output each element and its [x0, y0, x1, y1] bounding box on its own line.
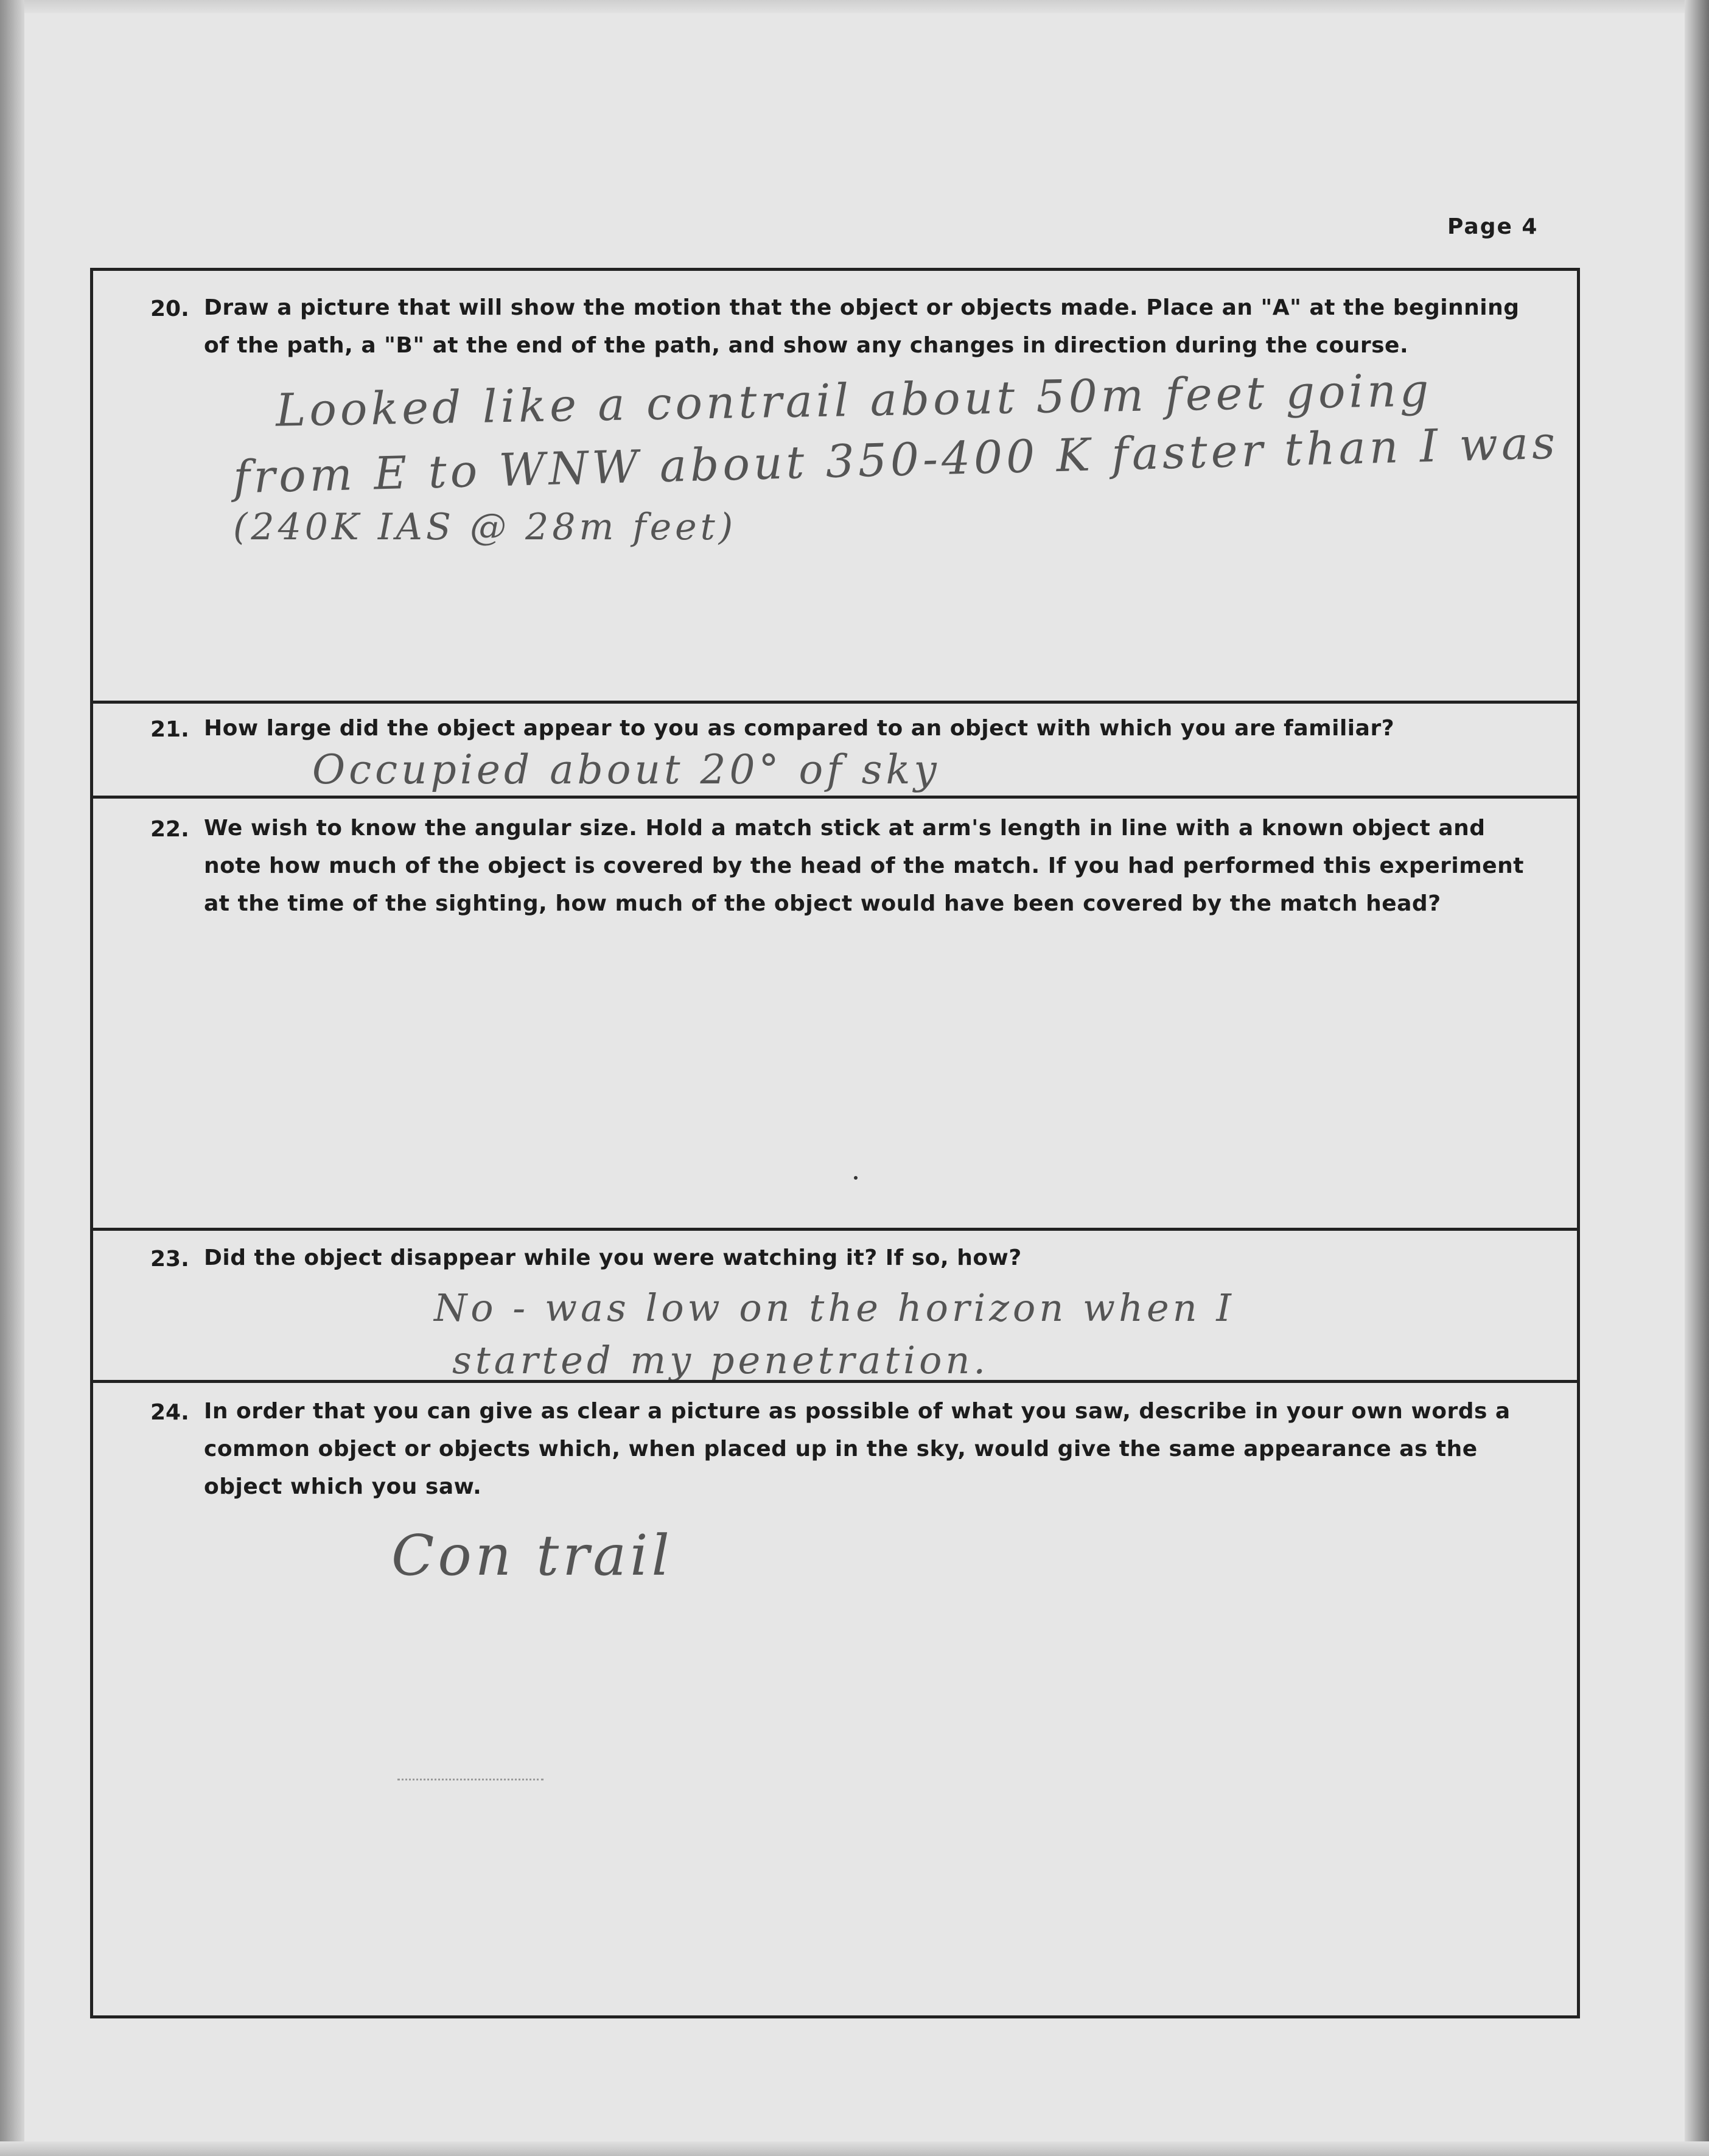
question-24-number: 24.: [150, 1400, 189, 1425]
question-21-text: How large did the object appear to you as compared to an object with which you are familiar?: [204, 716, 1395, 741]
question-22-text: We wish to know the angular size. Hold a match stick at arm's length in line with a known object and note how much of the object is covered by the head of the match. If you had performed this experiment at the time of the sighting, how much of the object would have been covered by the match head?: [204, 816, 1525, 916]
question-23-section: [93, 1228, 1577, 1380]
question-20-text: Draw a picture that will show the motion that the object or objects made. Place an "A" at the beginning of the path, a "B" at the end of the path, and show any changes in direction during the course.: [204, 295, 1520, 358]
question-24-section: [93, 1380, 1577, 2015]
page-number: Page 4: [1447, 214, 1539, 239]
scan-speck: [854, 1176, 858, 1180]
question-21-number: 21.: [150, 717, 189, 742]
question-21-section: [93, 701, 1577, 796]
question-20-answer-line-2: from E to WNW about 350-400 K faster than I was: [232, 416, 1560, 504]
questionnaire-form: [90, 268, 1580, 2018]
question-20-answer-line-1: Looked like a contrail about 50m feet going: [275, 364, 1433, 437]
scan-edge-top: [0, 0, 1709, 13]
question-23-answer-line-1: No - was low on the horizon when I: [434, 1286, 1235, 1330]
scan-edge-right: [1685, 0, 1709, 2156]
question-22-number: 22.: [150, 817, 189, 842]
question-24-text: In order that you can give as clear a picture as possible of what you saw, describe in your own words a common object or objects which, when placed up in the sky, would give the same appearance as the object which you saw.: [204, 1399, 1511, 1499]
question-20-section: [93, 271, 1577, 701]
question-21-answer: Occupied about 20° of sky: [312, 746, 940, 793]
question-22-section: [93, 796, 1577, 1228]
question-23-text: Did the object disappear while you were watching it? If so, how?: [204, 1245, 1022, 1270]
question-23-number: 23.: [150, 1247, 189, 1272]
faint-dotted-mark: [397, 1779, 543, 1780]
scan-edge-left: [0, 0, 24, 2156]
question-24-answer: Con trail: [391, 1523, 673, 1588]
scan-edge-bottom: [0, 2141, 1709, 2156]
question-23-answer-line-2: started my penetration.: [452, 1338, 990, 1382]
question-20-answer-line-3: (240K IAS @ 28m feet): [233, 506, 737, 548]
question-20-number: 20.: [150, 296, 189, 321]
